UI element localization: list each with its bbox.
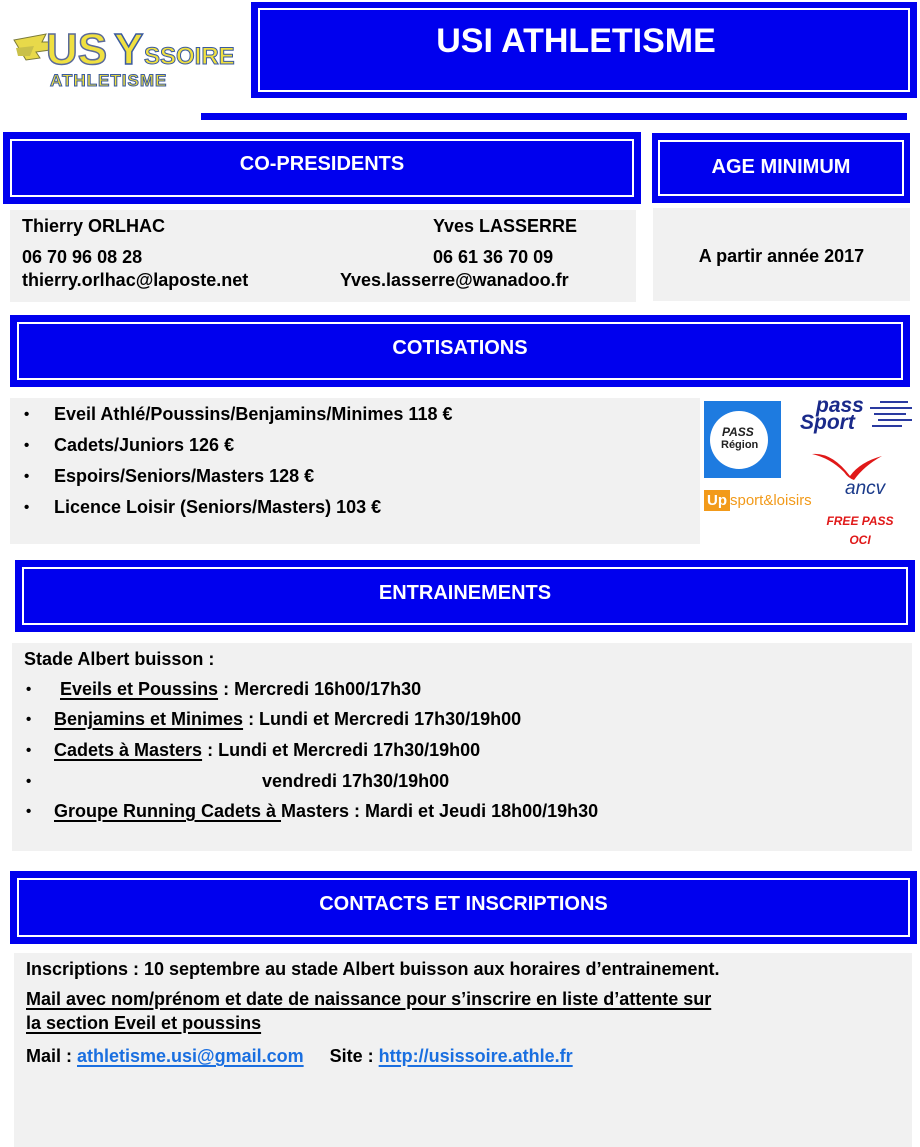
- mail-link[interactable]: athletisme.usi@gmail.com: [77, 1046, 304, 1066]
- site-label: Site :: [329, 1046, 379, 1066]
- age-minimum-value: A partir année 2017: [698, 246, 865, 266]
- svg-text:ATHLETISME: ATHLETISME: [50, 71, 168, 90]
- free-pass-oci: FREE PASS OCI: [826, 514, 894, 547]
- waitlist-text-line2: la section Eveil et poussins: [26, 1013, 262, 1033]
- president2-email[interactable]: Yves.lasserre@wanadoo.fr: [340, 270, 569, 290]
- president1-phone: 06 70 96 08 28: [22, 247, 143, 267]
- bullet-icon: •: [24, 406, 30, 423]
- president2-name: Yves LASSERRE: [433, 216, 578, 236]
- entrainements-header: [15, 560, 915, 632]
- president1-name: Thierry ORLHAC: [22, 216, 166, 236]
- age-minimum-heading: AGE MINIMUM: [711, 156, 851, 178]
- mail-label: Mail :: [26, 1046, 78, 1066]
- co-presidents-header: [3, 132, 641, 204]
- site-link[interactable]: http://usissoire.athle.fr: [378, 1046, 573, 1066]
- inscriptions-text: Inscriptions : 10 septembre au stade Albert buisson aux horaires d’entrainement.: [26, 959, 720, 979]
- president1-email[interactable]: thierry.orlhac@laposte.net: [22, 270, 249, 290]
- training-location: Stade Albert buisson :: [24, 649, 215, 669]
- ancv-logo: ancv: [845, 478, 886, 499]
- pass-sport-logo: pass Sport: [798, 394, 914, 440]
- bullet-icon: •: [26, 773, 32, 790]
- co-presidents-panel: [10, 210, 636, 302]
- entrainements-heading: ENTRAINEMENTS: [378, 582, 552, 604]
- cotisations-panel: • Eveil Athlé/Poussins/Benjamins/Minimes 118 € • Cadets/Juniors 126 € • Espoirs/Seniors/Masters 128 € • Licence Loisir (Seniors/Masters) 103 €: [10, 398, 700, 544]
- president2-phone: 06 61 36 70 09: [433, 247, 554, 267]
- cotisations-header: [10, 315, 910, 387]
- bullet-icon: •: [26, 711, 32, 728]
- club-logo: [6, 12, 246, 94]
- contacts-heading: CONTACTS ET INSCRIPTIONS: [319, 893, 608, 915]
- up-sport-loisirs-logo: Up sport&loisirs: [704, 490, 834, 516]
- speed-lines-icon: [870, 398, 912, 434]
- age-minimum-header: [652, 133, 910, 203]
- page-title: USI ATHLETISME: [436, 22, 716, 60]
- contacts-panel: [14, 953, 912, 1147]
- bullet-icon: •: [24, 468, 30, 485]
- cotisations-heading: COTISATIONS: [392, 337, 528, 359]
- bullet-icon: •: [26, 681, 32, 698]
- age-minimum-panel: [653, 208, 910, 301]
- svg-text:Y: Y: [114, 25, 144, 74]
- waitlist-text-line1: Mail avec nom/prénom et date de naissance pour s’inscrire en liste d’attente sur: [26, 989, 712, 1009]
- contact-links: [26, 1046, 573, 1067]
- bullet-icon: •: [26, 803, 32, 820]
- pass-region-logo: PASS Région: [704, 401, 781, 478]
- entrainements-panel: Stade Albert buisson : • Eveils et Poussins : Mercredi 16h00/17h30 • Benjamins et Minimes : Lundi et Mercredi 17h30/19h00 • Cadets à Masters : Lundi et Mercredi 17h30/19h00 • vendredi 17h30/19h00 • Groupe Running Cadets à Masters : Mardi et Jeudi 18h00/19h30: [12, 643, 912, 851]
- bullet-icon: •: [24, 499, 30, 516]
- header-divider: [201, 113, 907, 120]
- svg-text:SSOIRE: SSOIRE: [144, 43, 235, 70]
- bullet-icon: •: [24, 437, 30, 454]
- co-presidents-heading: CO-PRESIDENTS: [239, 153, 405, 175]
- contacts-header: [10, 871, 917, 944]
- svg-text:US: US: [46, 25, 108, 74]
- main-title-box: [251, 2, 917, 98]
- bullet-icon: •: [26, 742, 32, 759]
